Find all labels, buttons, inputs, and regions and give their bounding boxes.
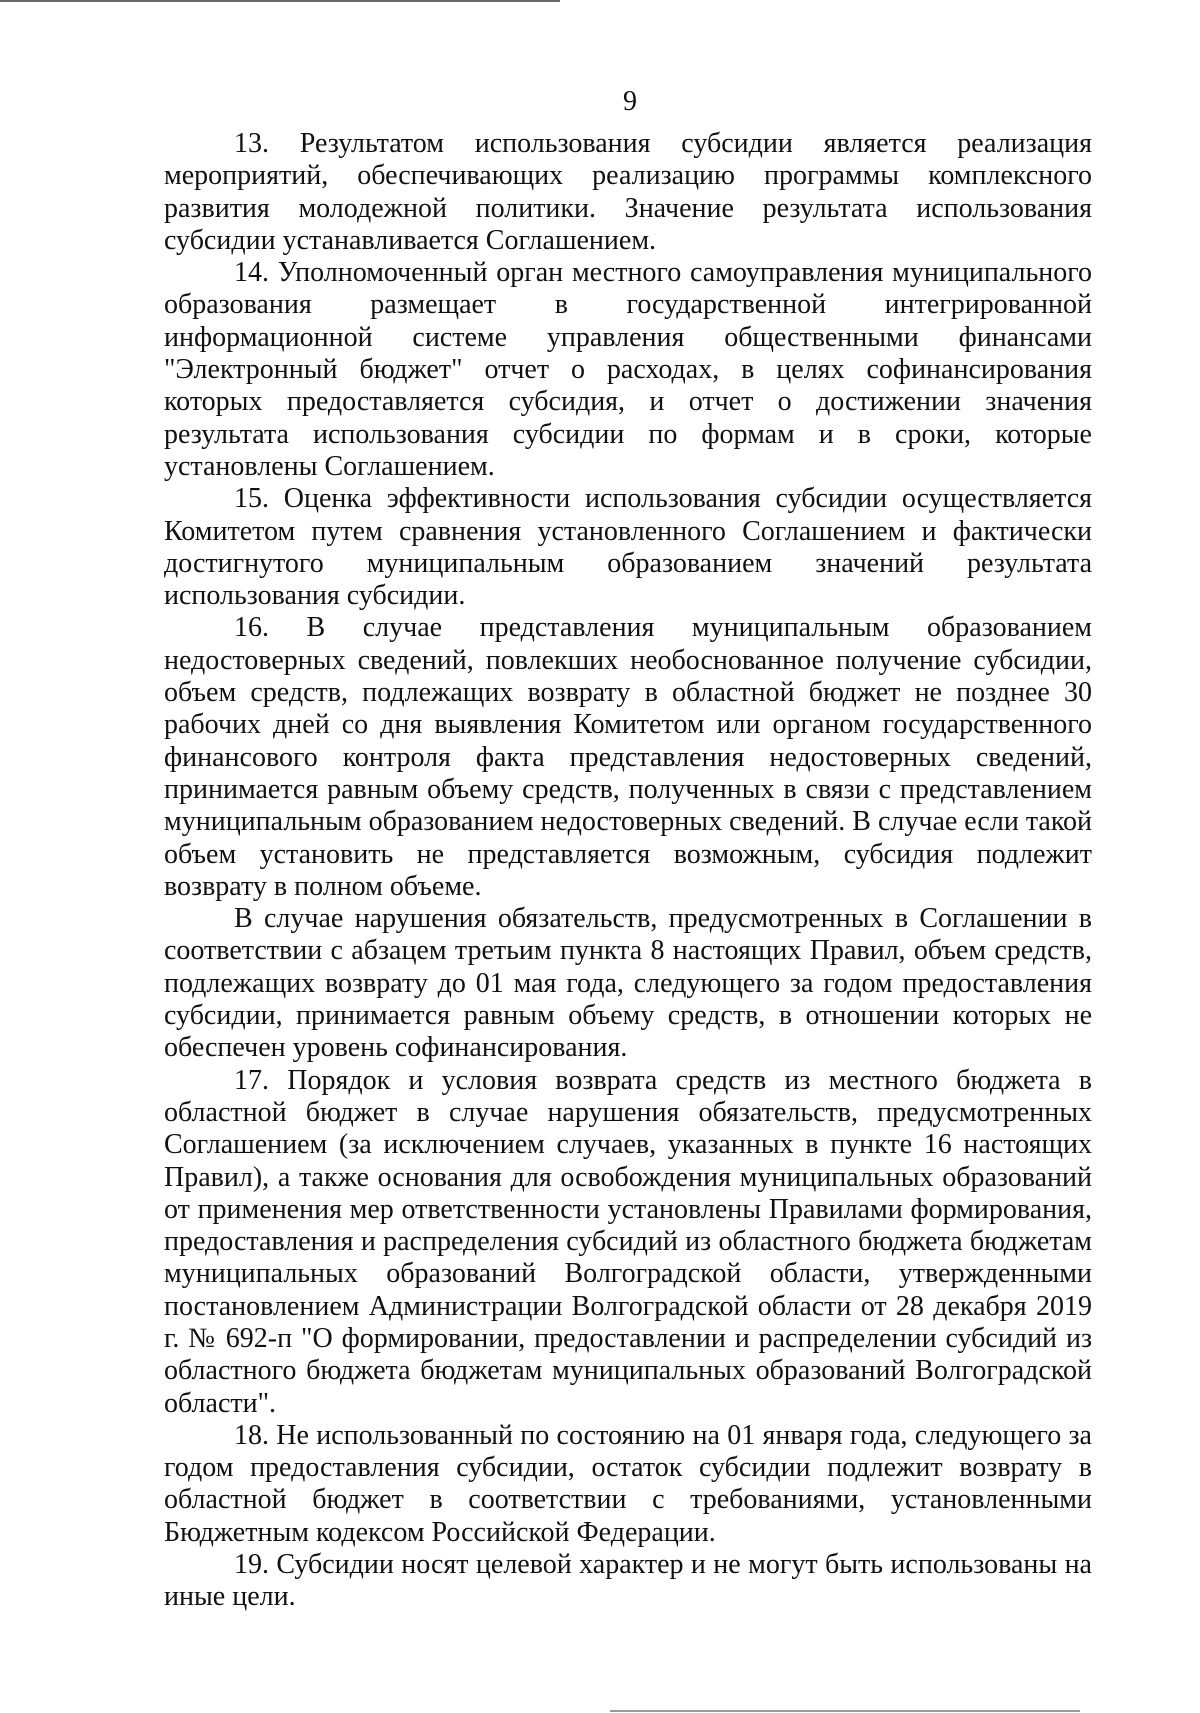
- page-number: 9: [623, 86, 637, 117]
- paragraph-13: 13. Результатом использования субсидии является реализация мероприятий, обеспечивающих реализацию программы комплексного развития молодежной политики. Значение результата использования субсидии устанавливается Соглашением.: [164, 128, 1092, 256]
- paragraph-17: 17. Порядок и условия возврата средств из местного бюджета в областной бюджет в случае нарушения обязательств, предусмотренных Соглашением (за исключением случаев, указанных в пункте 16 настоящих Правил), а также основания для освобождения муниципальных образований от применения мер ответственности установлены Правилами формирования, предоставления и распределения субсидий из областного бюджета бюджетам муниципальных образований Волгоградской области, утвержденными постановлением Администрации Волгоградской области от 28 декабря 2019 г. № 692-п "О формировании, предоставлении и распределении субсидий из областного бюджета бюджетам муниципальных образований Волгоградской области".: [164, 1064, 1092, 1419]
- paragraph-16-second: В случае нарушения обязательств, предусмотренных в Соглашении в соответствии с абзацем третьим пункта 8 настоящих Правил, объем средств, подлежащих возврату до 01 мая года, следующего за годом предоставления субсидии, принимается равным объему средств, в отношении которых не обеспечен уровень софинансирования.: [164, 903, 1092, 1064]
- paragraph-14: 14. Уполномоченный орган местного самоуправления муниципального образования размещает в государственной интегрированной информационной системе управления общественными финансами "Электронный бюджет" отчет о расходах, в целях софинансирования которых предоставляется субсидия, и отчет о достижении значения результата использования субсидии по формам и в сроки, которые установлены Соглашением.: [164, 257, 1092, 482]
- scan-edge-top: [0, 0, 560, 2]
- paragraph-15: 15. Оценка эффективности использования субсидии осуществляется Комитетом путем сравнения установленного Соглашением и фактически достигнутого муниципальным образованием значений результата использования субсидии.: [164, 483, 1092, 612]
- document-body: [164, 128, 1092, 1614]
- scan-edge-bottom: [610, 1710, 1080, 1712]
- paragraph-19: 19. Субсидии носят целевой характер и не могут быть использованы на иные цели.: [164, 1549, 1092, 1613]
- paragraph-16: 16. В случае представления муниципальным образованием недостоверных сведений, повлекших необоснованное получение субсидии, объем средств, подлежащих возврату в областной бюджет не позднее 30 рабочих дней со дня выявления Комитетом или органом государственного финансового контроля факта представления недостоверных сведений, принимается равным объему средств, полученных в связи с представлением муниципальным образованием недостоверных сведений. В случае если такой объем установить не представляется возможным, субсидия подлежит возврату в полном объеме.: [164, 612, 1092, 902]
- paragraph-18: 18. Не использованный по состоянию на 01 января года, следующего за годом предоставления субсидии, остаток субсидии подлежит возврату в областной бюджет в соответствии с требованиями, установленными Бюджетным кодексом Российской Федерации.: [164, 1419, 1092, 1548]
